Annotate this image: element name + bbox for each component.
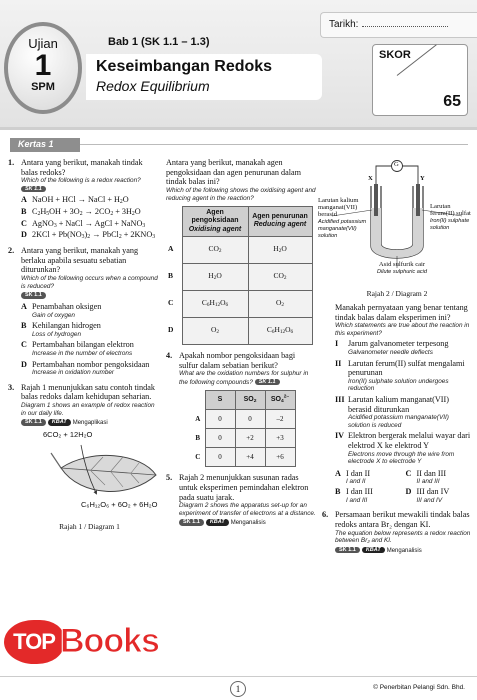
publisher-credit: © Penerbitan Pelangi Sdn. Bhd. [373,684,465,691]
answer-option [21,321,158,338]
option-text-en: I and II [346,478,366,486]
section-rule [80,144,468,145]
option-text: NaOH + HCl → NaCl + $H_2O$ [32,195,129,206]
oxidation-cell: 0 [205,448,235,467]
statement-text-en: Electrons move through the wire from electrode X to electrode Y [348,450,455,466]
question-3-continued [166,158,316,345]
answer-option [21,195,158,205]
kbat-tag: KBAT [362,547,385,553]
oxidation-cell: +2 [235,429,265,448]
option-letter: C [405,468,412,478]
statement-item [335,431,472,465]
option-text-en: Gain of oxygen [32,311,75,319]
statement-numeral: II [335,358,342,368]
answer-option [21,219,158,229]
column-2 [166,158,316,533]
row-letter: C [168,298,174,308]
answer-option [335,487,402,504]
option-letter: A [21,301,27,311]
statement-text: Elektron bergerak melalui wayar dari elektrod X ke elektrod Y [348,431,471,451]
oxidation-cell: +3 [265,429,295,448]
score-label: SKOR [379,49,411,61]
test-number: 1 [34,49,52,82]
option-text: II dan III [416,468,447,478]
question-text-en: Which of the following is a redox reaction? SK 1.1 [21,177,141,192]
option-text: Pertambahan nombor pengoksidaan [32,359,150,369]
q5-options [335,468,472,504]
oxidation-cell: 0 [205,429,235,448]
answer-option [21,340,158,357]
question-text: Rajah 2 menunjukkan susunan radas untuk eksperimen pemindahan elektron pada suatu jarak. [179,473,309,502]
score-total: 65 [443,93,461,110]
diagram-2 [318,158,472,286]
statement-text-en: Galvanometer needle deflects [348,348,433,356]
option-text-en: III and IV [416,496,443,504]
agent-row [166,317,312,344]
col-oxidising: Agen pengoksidaan Oxidising agent [182,207,248,237]
agent-row [166,236,312,263]
question-text: Antara yang berikut, manakah agen pengoksidaan dan agen penurunan dalam tindak balas ini? [166,158,302,187]
kbat-tag: KBAT [206,519,229,525]
option-text-en: Loss of hydrogen [32,330,82,338]
question-text-en: Which of the following shows the oxidising agent and reducing agent in the reaction? [166,187,316,202]
electrode-y-label: Y [420,175,425,182]
option-letter: B [21,207,27,217]
row-letter: C [195,453,201,462]
reducing-agent-cell: $O_2$ [248,290,312,317]
acid-label: Asid sulfurik cair Dilute sulphuric acid [376,261,428,275]
question-text-en: Diagram 2 shows the apparatus set-up for an experiment of transfer of electrons at a distance. [179,502,316,517]
watermark-top: TOP [4,620,64,664]
option-text-en: I and III [346,496,368,504]
electrode-x-label: X [368,175,373,182]
diagram-2-caption: Rajah 2 / Diagram 2 [366,289,428,298]
agent-table [166,206,313,345]
option-letter: C [21,340,27,350]
answer-option [21,207,158,217]
question-2 [8,246,158,377]
option-letter: D [21,230,27,240]
sk-tag: SK 1.1 [179,519,204,525]
reducing-agent-cell: $H_2O$ [248,236,312,263]
statement-text-en: Acidified potassium manganate(VII) solution is reduced [348,414,449,429]
compound-header: S [205,391,235,410]
diagram-1-products: C₆H₁₂O₆ + 6O₂ + 6H₂O [81,500,158,510]
question-5 [166,473,316,527]
row-letter: D [168,325,174,335]
row-letter: B [168,271,174,281]
kbat-skill: Menganalisis [386,547,422,554]
statement-numeral: I [335,339,339,349]
sk-tag: SK 1.1 [21,419,46,425]
question-text: Manakah pernyataan yang benar tentang tindak balas dalam eksperimen ini? [335,302,468,322]
sk-tag: SK 1.1 [21,292,46,298]
statement-numeral: III [335,394,345,404]
option-text: Kehilangan hidrogen [32,321,101,331]
option-text-en: Increase in the number of electrons [32,349,133,357]
kbat-tag: KBAT [48,419,71,425]
question-4 [166,351,316,467]
leaf-illustration [21,443,161,505]
question-number: 4. [166,350,173,360]
left-solution-label: Larutan kalium manganat(VII) berasid Acidified potassium manganate(VII) solution [318,197,367,239]
date-label: Tarikh: [329,19,359,30]
option-text: Penambahan oksigen [32,301,102,311]
statement-text: Jarum galvanometer terpesong [348,339,449,349]
date-line [362,26,448,27]
agent-row [166,290,312,317]
column-3 [318,158,472,561]
row-letter: A [195,415,201,424]
answer-option [406,487,473,504]
question-1 [8,158,158,240]
oxidation-row [191,448,295,467]
option-letter: D [405,487,412,497]
test-badge [4,22,82,114]
answer-option [21,230,158,240]
statements-list [335,339,472,466]
option-text: I dan III [346,487,373,497]
statement-numeral: IV [335,431,345,441]
question-text-en: Which of the following occurs when a compound is reduced? [21,275,158,290]
kbat-skill: Menganalisis [230,520,266,527]
answer-option [21,302,158,319]
option-text: AgNO$_3$ + NaCl → AgCl + NaNO$_3$ [32,218,146,229]
sk-tag: SK 1.1 [21,186,46,192]
statement-item [335,339,472,356]
question-text: Antara yang berikut, manakah yang berlaku apabila sesuatu sebatian diturunkan? [21,246,139,275]
footer [0,676,477,700]
q1-options [21,195,158,240]
answer-option [406,469,473,486]
chapter-label: Bab 1 (SK 1.1 – 1.3) [108,36,210,48]
oxidising-agent-cell: $CO_2$ [182,236,248,263]
option-text: $2KCl + Pb(NO_3)_2$ → PbCl$_2$ + $2KNO_3$ [32,230,156,241]
question-text: Persamaan berikut mewakili tindak balas redoks antara Br₂ dengan KI. [335,510,470,529]
score-box [372,44,468,116]
watermark-books: Books [60,622,159,660]
oxidising-agent-cell: $C_6H_{12}O_6$ [182,290,248,317]
question-number: 5. [166,473,173,483]
answer-option [21,360,158,377]
galvanometer-label: G [394,161,399,168]
column-1 [8,158,158,538]
oxidation-cell: –2 [265,410,295,429]
option-letter: A [335,468,341,478]
statement-item [335,395,472,429]
row-letter: B [195,434,201,443]
reducing-agent-cell: $C_6H_{12}O_6$ [248,317,312,344]
question-number: 3. [8,382,15,392]
question-number: 2. [8,246,15,256]
q2-options [21,302,158,377]
question-number: 1. [8,158,15,167]
oxidation-cell: +6 [265,448,295,467]
oxidation-number-table [191,390,296,467]
agent-row [166,263,312,290]
topbooks-watermark [4,616,160,668]
option-letter: A [21,195,27,205]
option-text-en: Increase in oxidation number [32,369,115,377]
question-text-en: Which statements are true about the reaction in this experiment? [335,322,470,337]
answer-option [335,469,402,486]
sk-tag: SK 1.1 [335,547,360,553]
statement-text: Larutan ferum(II) sulfat mengalami penurunan [348,358,465,378]
diagram-1-reactants: 6CO₂ + 12H₂O [43,430,93,440]
question-3 [8,383,158,532]
statement-text-en: Iron(II) sulphate solution undergoes reduction [348,377,449,393]
statement-item [335,359,472,393]
option-text: I dan II [346,468,371,478]
title-box [86,54,322,100]
oxidising-agent-cell: $H_2O$ [182,263,248,290]
oxidation-cell: +4 [235,448,265,467]
oxidation-cell: 0 [235,410,265,429]
option-text: Pertambahan bilangan elektron [32,340,134,350]
question-6 [322,510,472,555]
option-text: $C_2H_5OH + 3O_2 \to 2CO_2 + 3H_2O$ [32,207,141,218]
sk-tag: SK 1.1 [255,379,280,385]
option-letter: D [21,359,27,369]
option-letter: B [21,321,27,331]
option-letter: B [335,487,341,497]
question-number: 6. [322,510,329,520]
date-field[interactable] [320,12,477,38]
option-letter: C [21,218,27,228]
row-letter: A [168,244,174,254]
question-text-en: The equation below represents a redox reaction between Br₂ and KI. [335,529,471,545]
test-label: Ujian [28,36,58,51]
kbat-skill: Mengaplikasi [72,420,108,427]
page-title: Keseimbangan Redoks [96,58,273,75]
diagram-1-caption: Rajah 1 / Diagram 1 [59,522,120,532]
compound-header: $SO_4^{2-}$ [265,391,295,410]
page-subtitle: Redox Equilibrium [96,78,210,94]
question-text-en: Diagram 1 shows an example of redox reaction in our daily life. [21,402,155,417]
question-text: Apakah nombor pengoksidaan bagi sulfur dalam sebatian berikut? [179,350,296,370]
option-text-en: II and III [416,478,440,486]
question-5-continued [322,303,472,504]
right-solution-label: Larutan ferum(II) sulfat Iron(II) sulphate solution [430,203,471,231]
oxidation-cell: 0 [205,410,235,429]
reducing-agent-cell: $CO_2$ [248,263,312,290]
diagram-1 [21,431,158,523]
oxidation-row [191,410,295,429]
test-subtitle: SPM [31,81,55,93]
question-text: Antara yang berikut, manakah tindak balas redoks? [21,158,143,177]
option-text: III dan IV [416,487,450,497]
question-text-en: What are the oxidation numbers for sulphur in the following compounds? SK 1.1 [179,370,309,386]
compound-header: $SO_2$ [235,391,265,410]
oxidising-agent-cell: $O_2$ [182,317,248,344]
section-label: Kertas 1 [10,138,80,152]
page-number: 1 [230,681,246,697]
oxidation-row [191,429,295,448]
statement-text: Larutan kalium manganat(VII) berasid diturunkan [348,394,449,414]
question-text: Rajah 1 menunjukkan satu contoh tindak balas redoks dalam kehidupan seharian. [21,382,155,402]
col-reducing: Agen penurunan Reducing agent [248,207,312,237]
